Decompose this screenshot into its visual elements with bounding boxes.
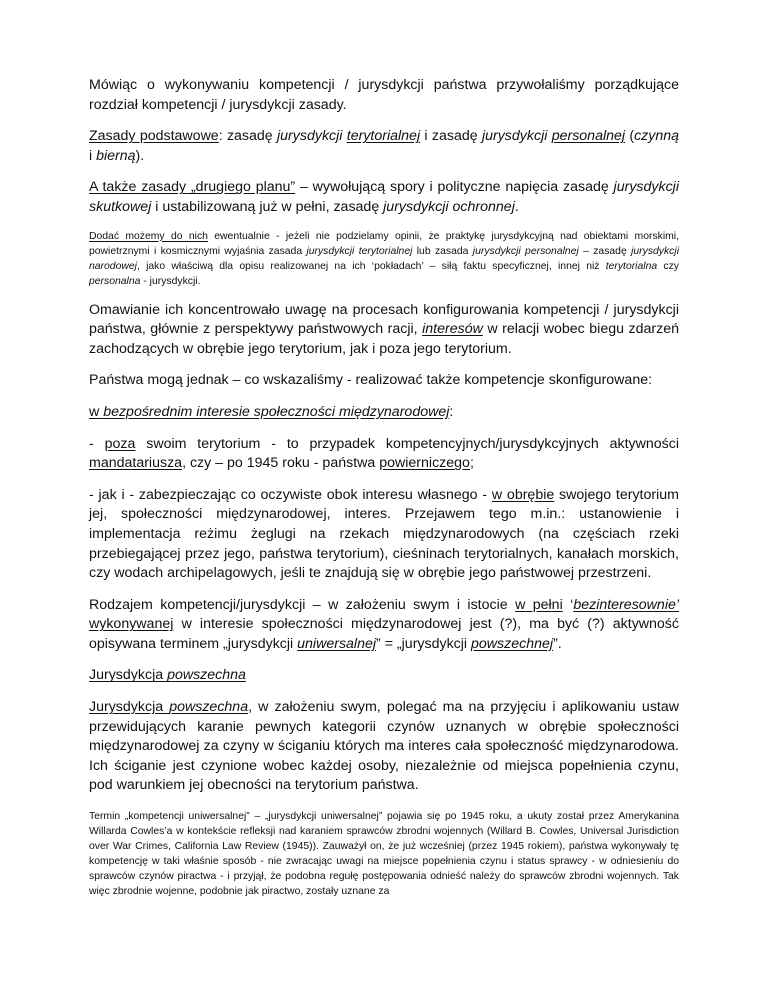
text: i: [89, 147, 97, 164]
italic-underlined-text: powszechnej: [471, 635, 554, 652]
text: – wywołującą spory i polityczne napięcia zasadę: [295, 179, 614, 196]
underlined-text: Dodać możemy do nich: [89, 230, 208, 242]
underlined-text: A także zasady „drugiego planu”: [89, 179, 296, 196]
text: ‘: [562, 596, 574, 613]
paragraph-term-origin: [89, 809, 679, 899]
text: Państwa mogą jednak – co wskazaliśmy - realizować także kompetencje skonfigurowane:: [89, 372, 653, 389]
text: swoim terytorium - to przypadek kompetencyjnych/jurysdykcyjnych aktywności: [135, 435, 679, 452]
paragraph-discussion: [89, 301, 679, 360]
text: Mówiąc o wykonywaniu kompetencji / jurysdykcji państwa przywołaliśmy porządkujące rozdział kompetencji / jurysdykcji zasady.: [89, 77, 679, 113]
paragraph-configured: [89, 371, 679, 391]
italic-underlined-text: powszechna: [169, 699, 249, 716]
paragraph-universal-type: [89, 596, 679, 655]
text: Rodzajem kompetencji/jurysdykcji – w założeniu swym i istocie: [89, 596, 516, 613]
underlined-text: wykonywanej: [89, 616, 174, 633]
text: , czy – po 1945 roku - państwa: [182, 455, 380, 472]
underlined-text: w obrębie: [491, 486, 555, 503]
underlined-text: poza: [104, 435, 136, 452]
italic-text: terytorialna: [605, 260, 658, 272]
underlined-text: mandatariusza: [89, 455, 183, 472]
text: w interesie społeczności międzynarodowej jest (?), ma być (?) aktywność opisywana terminem „jurysdykcji: [89, 616, 679, 652]
text: ).: [135, 147, 145, 164]
text: ;: [469, 455, 474, 472]
italic-underlined-text: personalnej: [551, 128, 626, 145]
italic-text: jurysdykcji terytorialnej: [306, 245, 413, 257]
text: i ustabilizowaną już w pełni, zasadę: [151, 198, 384, 215]
italic-underlined-text: interesów: [422, 321, 483, 338]
text: ewentualnie - jeżeli nie podzielamy opinii, że praktykę jurysdykcyjną nad obiektami morskimi, powietrznymi i kosmicznymi wyjaśnia zasada: [89, 230, 680, 257]
paragraph-intro: [89, 76, 679, 115]
italic-underlined-text: powszechna: [167, 667, 246, 684]
text: - jurysdykcji.: [140, 275, 201, 287]
italic-text: personalna: [89, 275, 141, 287]
paragraph-second-plan: [89, 178, 679, 217]
text: , w założeniu swym, polegać ma na przyjęciu i aplikowaniu ustaw przewidujących karanie pewnych kategorii czynów uznanych w obrębie społeczności międzynarodowej za czyny w ściganiu których ma interes cała społeczność międzynarodowa. Ich ściganie jest czynione wobec każdej osoby, niezależnie od miejsca popełnienia czynu, pod warunkiem jej obecności na terytorium państwa.: [89, 699, 679, 794]
underlined-text: Zasady podstawowe: [89, 128, 219, 145]
text: – zasadę: [578, 245, 632, 257]
text: , jako właściwą dla opisu realizowanej na ich ‘pokładach’ – siłą faktu specyficznej, innej niż: [136, 260, 606, 272]
paragraph-within-territory: [89, 486, 679, 584]
document-page: [89, 76, 679, 899]
text: -: [89, 435, 105, 452]
text: (: [625, 128, 635, 145]
italic-text: jurysdykcji ochronnej: [383, 198, 515, 215]
underlined-text: Jurysdykcja: [89, 699, 170, 716]
text: czy: [657, 260, 679, 272]
text: :: [449, 403, 454, 420]
italic-underlined-text: bezinteresownie’: [573, 596, 680, 613]
paragraph-basic-principles: [89, 127, 679, 166]
paragraph-universal-definition: [89, 698, 679, 796]
underlined-text: powierniczego: [379, 455, 470, 472]
italic-text: jurysdykcji skutkowej: [89, 179, 679, 215]
underlined-text: w pełni: [515, 596, 563, 613]
paragraph-direct-interest: [89, 403, 679, 423]
text: lub zasada: [412, 245, 473, 257]
paragraph-note-national: [89, 229, 679, 289]
italic-text: jurysdykcji personalnej: [472, 245, 579, 257]
text: Termin „kompetencji uniwersalnej” – „jurysdykcji uniwersalnej” pojawia się po 1945 roku, a ukuty został przez Amerykanina Willarda Cowles’a w kontekście refleksji nad karaniem sprawców zbrodni wojennych (Willard B. Cowles, Universal Jurisdiction over War Crimes, California Law Review (1945)). Zauważył on, że już wcześniej (przez 1945 rokiem), państwa wykonywały tę kompetencję w taki właśnie sposób - nie zwracając uwagi na miejsce popełnienia czynu i status sprawcy - w odniesieniu do sprawców czynów piractwa - i przyjął, że podobna regułę postępowania odnieść należy do sprawców zbrodni wojennych. Tak więc zbrodnie wojenne, podobnie jak piractwo, zostały uznane za: [89, 811, 679, 898]
italic-underlined-text: uniwersalnej: [297, 635, 377, 652]
italic-underlined-text: bezpośrednim interesie społeczności międzynarodowej: [103, 403, 450, 420]
text: i zasadę: [420, 128, 482, 145]
text: .: [514, 198, 519, 215]
text: w relacji wobec biegu zdarzeń zachodzących w obrębie jego terytorium, jak i poza jego terytorium.: [89, 321, 679, 357]
italic-underlined-text: terytorialnej: [346, 128, 421, 145]
italic-text: jurysdykcji: [277, 128, 347, 145]
underlined-text: w: [89, 403, 104, 420]
italic-text: czynną: [634, 128, 680, 145]
italic-text: bierną: [96, 147, 136, 164]
section-heading: [89, 666, 679, 686]
text: ”.: [553, 635, 562, 652]
underlined-text: Jurysdykcja: [89, 667, 168, 684]
text: ” = „jurysdykcji: [376, 635, 472, 652]
italic-text: jurysdykcji narodowej: [89, 245, 679, 272]
italic-text: jurysdykcji: [481, 128, 552, 145]
text: - jak i - zabezpieczając co oczywiste obok interesu własnego -: [89, 486, 492, 503]
text: swojego terytorium jej, społeczności międzynarodowej, interes. Przejawem tego m.in.: ustanowienie i implementacja reżimu żeglugi na rzekach międzynarodowych (na częściach rzeki przebiegającej przez jego, państwa terytorium), cieśninach terytorialnych, kanałach morskich, czy wodach archipelagowych, jeśli te znajdują się w obrębie jego państwowej przestrzeni.: [89, 486, 679, 582]
paragraph-outside-territory: [89, 435, 679, 474]
text: Omawianie ich koncentrowało uwagę na procesach konfigurowania kompetencji / jurysdykcji państwa, głównie z perspektywy państwowych racji,: [89, 301, 679, 338]
text: : zasadę: [218, 128, 278, 145]
